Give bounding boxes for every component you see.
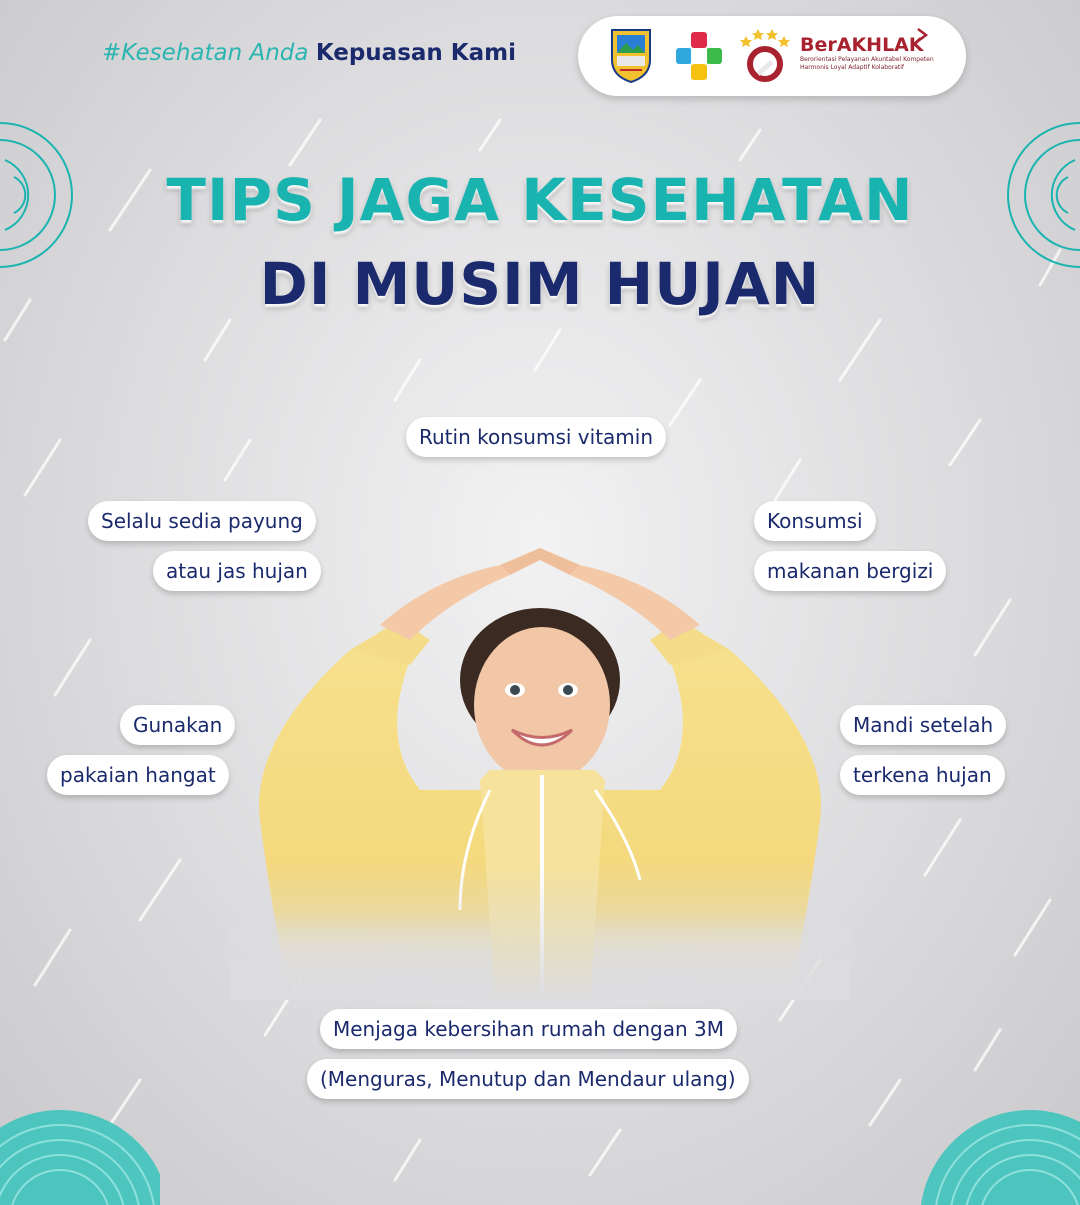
tagline bbox=[102, 40, 516, 66]
health-cross-icon bbox=[674, 30, 724, 82]
tip-umbrella-line-1: Selalu sedia payung bbox=[88, 501, 316, 541]
tip-nutrition-line-1: Konsumsi bbox=[754, 501, 876, 541]
bottom-left-wave-decoration bbox=[0, 1090, 160, 1205]
logo-bar bbox=[578, 16, 966, 96]
chevron-right-icon bbox=[916, 28, 928, 42]
berakhlak-subtitle: Berorientasi Pelayanan Akuntabel Kompeten Harmonis Loyal Adaptif Kolaboratif bbox=[800, 56, 934, 71]
tagline-bold: Kepuasan Kami bbox=[315, 40, 516, 66]
bottom-right-wave-decoration bbox=[920, 1090, 1080, 1205]
tip-house-clean-line-2: (Menguras, Menutup dan Mendaur ulang) bbox=[307, 1059, 749, 1099]
berakhlak-emblem-icon bbox=[738, 26, 792, 86]
tip-shower-line-1: Mandi setelah bbox=[840, 705, 1006, 745]
tip-warm-clothes-line-2: pakaian hangat bbox=[47, 755, 229, 795]
title-line-1: TIPS JAGA KESEHATAN bbox=[166, 166, 914, 234]
berakhlak-title: BerAKHLAK bbox=[800, 34, 924, 56]
tip-vitamin: Rutin konsumsi vitamin bbox=[406, 417, 666, 457]
tagline-hash: #Kesehatan Anda bbox=[102, 40, 309, 66]
tip-umbrella-line-2: atau jas hujan bbox=[153, 551, 321, 591]
tip-nutrition-line-2: makanan bergizi bbox=[754, 551, 946, 591]
title-line-2: DI MUSIM HUJAN bbox=[259, 250, 821, 318]
tip-house-clean-line-1: Menjaga kebersihan rumah dengan 3M bbox=[320, 1009, 737, 1049]
tip-warm-clothes-line-1: Gunakan bbox=[120, 705, 235, 745]
regional-emblem-icon bbox=[608, 26, 654, 84]
tip-shower-line-2: terkena hujan bbox=[840, 755, 1005, 795]
woman-raincoat-illustration bbox=[230, 540, 850, 1000]
